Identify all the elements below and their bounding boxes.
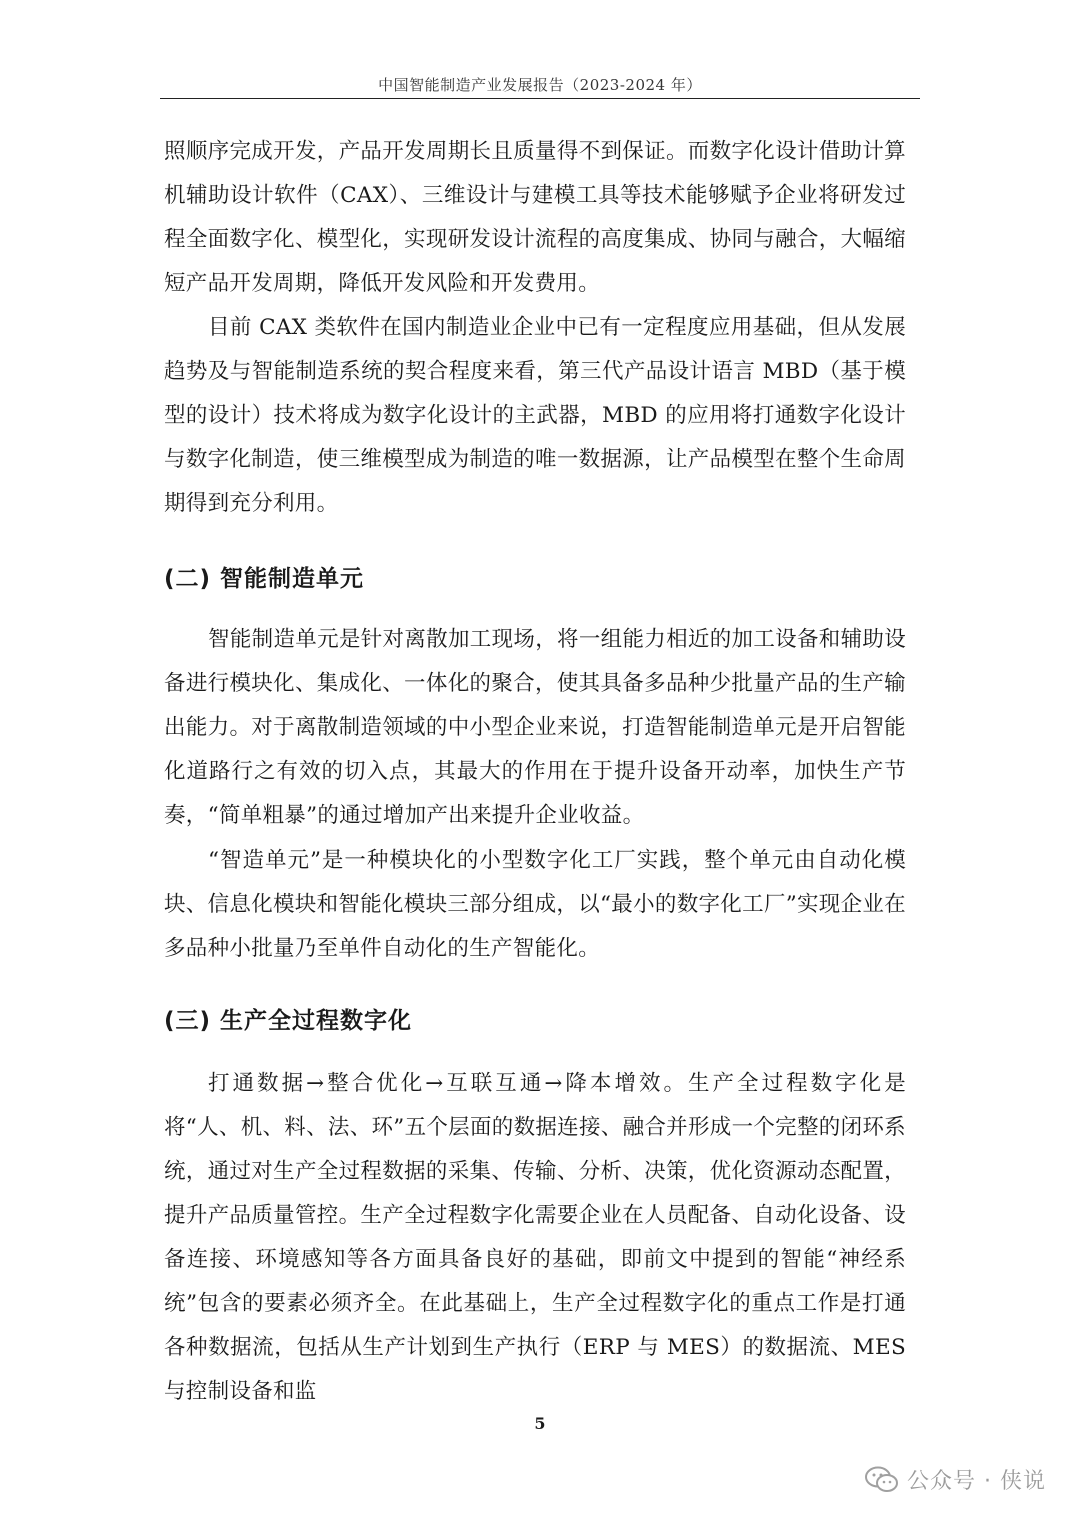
page-number: 5	[534, 1414, 546, 1433]
running-header: 中国智能制造产业发展报告（2023-2024 年）	[378, 76, 702, 94]
watermark	[865, 1464, 1046, 1495]
paragraph-smart-unit: 智能制造单元是针对离散加工现场，将一组能力相近的加工设备和辅助设备进行模块化、集成化、一体化的聚合，使其具备多品种少批量产品的生产输出能力。对于离散制造领域的中小型企业来说，打造智能制造单元是开启智能化道路行之有效的切入点，其最大的作用在于提升设备开动率，加快生产节奏，“简单粗暴”的通过增加产出来提升企业收益。	[164, 627, 906, 828]
paragraph-mbd: 目前 CAX 类软件在国内制造业企业中已有一定程度应用基础，但从发展趋势及与智能制造系统的契合程度来看，第三代产品设计语言 MBD（基于模型的设计）技术将成为数字化设计的主武器，MBD 的应用将打通数字化设计与数字化制造，使三维模型成为制造的唯一数据源，让产品模型在整个生命周期得到充分利用。	[164, 315, 906, 516]
section-heading-smart-unit: (二) 智能制造单元	[164, 566, 365, 592]
paragraph-process-digitization: 打通数据→整合优化→互联互通→降本增效。生产全过程数字化是将“人、机、料、法、环”五个层面的数据连接、融合并形成一个完整的闭环系统，通过对生产全过程数据的采集、传输、分析、决策，优化资源动态配置，提升产品质量管控。生产全过程数字化需要企业在人员配备、自动化设备、设备连接、环境感知等各方面具备良好的基础，即前文中提到的智能“神经系统”包含的要素必须齐全。在此基础上，生产全过程数字化的重点工作是打通各种数据流，包括从生产计划到生产执行（ERP 与 MES）的数据流、MES 与控制设备和监	[164, 1071, 906, 1404]
section-heading-process-digitization: (三) 生产全过程数字化	[164, 1008, 413, 1034]
header-rule	[160, 98, 920, 99]
wechat-icon	[865, 1466, 899, 1494]
paragraph-cad-design: 照顺序完成开发，产品开发周期长且质量得不到保证。而数字化设计借助计算机辅助设计软件（CAX）、三维设计与建模工具等技术能够赋予企业将研发过程全面数字化、模型化，实现研发设计流程的高度集成、协同与融合，大幅缩短产品开发周期，降低开发风险和开发费用。	[164, 139, 906, 296]
paragraph-smart-unit-modules: “智造单元”是一种模块化的小型数字化工厂实践，整个单元由自动化模块、信息化模块和智能化模块三部分组成，以“最小的数字化工厂”实现企业在多品种小批量乃至单件自动化的生产智能化。	[164, 848, 906, 961]
watermark-text: 公众号 · 侠说	[907, 1469, 1046, 1494]
